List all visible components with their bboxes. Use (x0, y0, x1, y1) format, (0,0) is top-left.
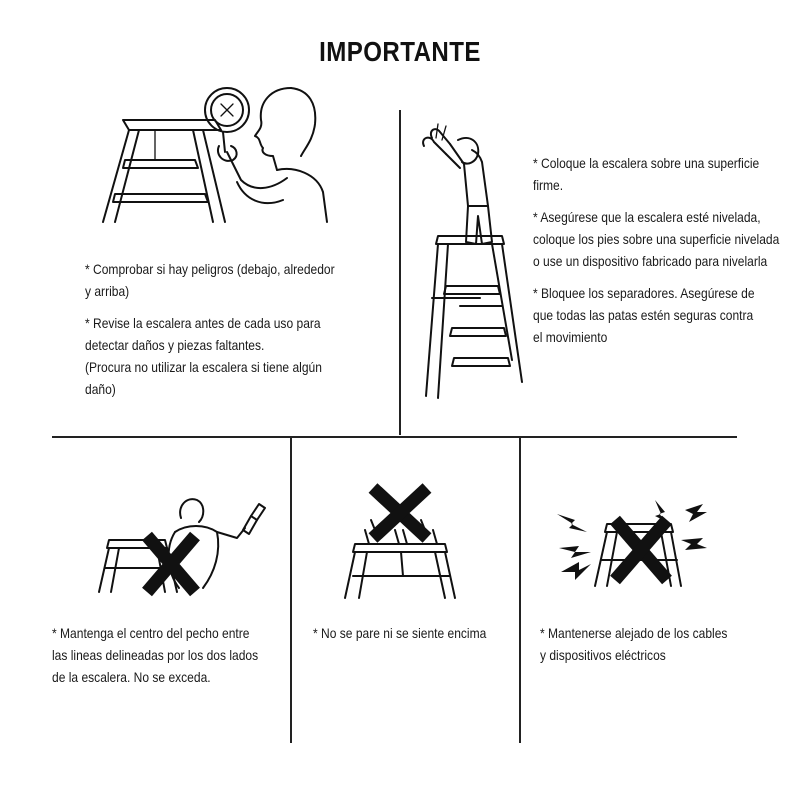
text-line: las lineas delineadas por los dos lados (52, 647, 259, 663)
text-line: * Revise la escalera antes de cada uso para (85, 315, 321, 331)
text-line: * Comprobar si hay peligros (debajo, alrededor (85, 261, 335, 277)
text-line: que todas las patas estén seguras contra (533, 307, 754, 323)
text-line: (Procura no utilizar la escalera si tiene algún (85, 359, 322, 375)
person-on-ladder-icon (410, 120, 530, 405)
text-line: daño) (85, 381, 116, 397)
vertical-divider-bottom-right (519, 437, 521, 743)
text-line: * Mantenga el centro del pecho entre (52, 625, 250, 641)
text-line: firme. (533, 177, 564, 193)
text-line: * Asegúrese que la escalera esté nivelada, (533, 209, 761, 225)
page-title: IMPORTANTE (319, 36, 481, 67)
text-line: * Bloquee los separadores. Asegúrese de (533, 285, 755, 301)
text-line: de la escalera. No se exceda. (52, 669, 211, 685)
text-line: detectar daños y piezas faltantes. (85, 337, 265, 353)
vertical-divider-bottom-left (290, 437, 292, 743)
panel-overreach-text (52, 622, 258, 688)
magnifier-ladder-icon (95, 80, 335, 230)
overreach-prohibited-icon (95, 492, 275, 597)
text-line: o use un dispositivo fabricado para nivelarla (533, 253, 768, 269)
text-line: * Coloque la escalera sobre una superficie (533, 155, 760, 171)
text-line: * No se pare ni se siente encima (313, 625, 487, 641)
text-line: coloque los pies sobre una superficie nivelada (533, 231, 780, 247)
panel-inspect-text (85, 258, 335, 400)
standing-on-top-prohibited-icon (345, 486, 465, 601)
panel-setup-text (533, 152, 779, 348)
text-line: y dispositivos eléctricos (540, 647, 666, 663)
horizontal-divider (52, 436, 737, 438)
text-line: y arriba) (85, 283, 130, 299)
text-line: * Mantenerse alejado de los cables (540, 625, 728, 641)
panel-top-step-text (313, 622, 486, 644)
text-line: el movimiento (533, 329, 608, 345)
vertical-divider-top (399, 110, 401, 435)
electrical-hazard-prohibited-icon (557, 500, 707, 590)
panel-electric-text (540, 622, 727, 666)
